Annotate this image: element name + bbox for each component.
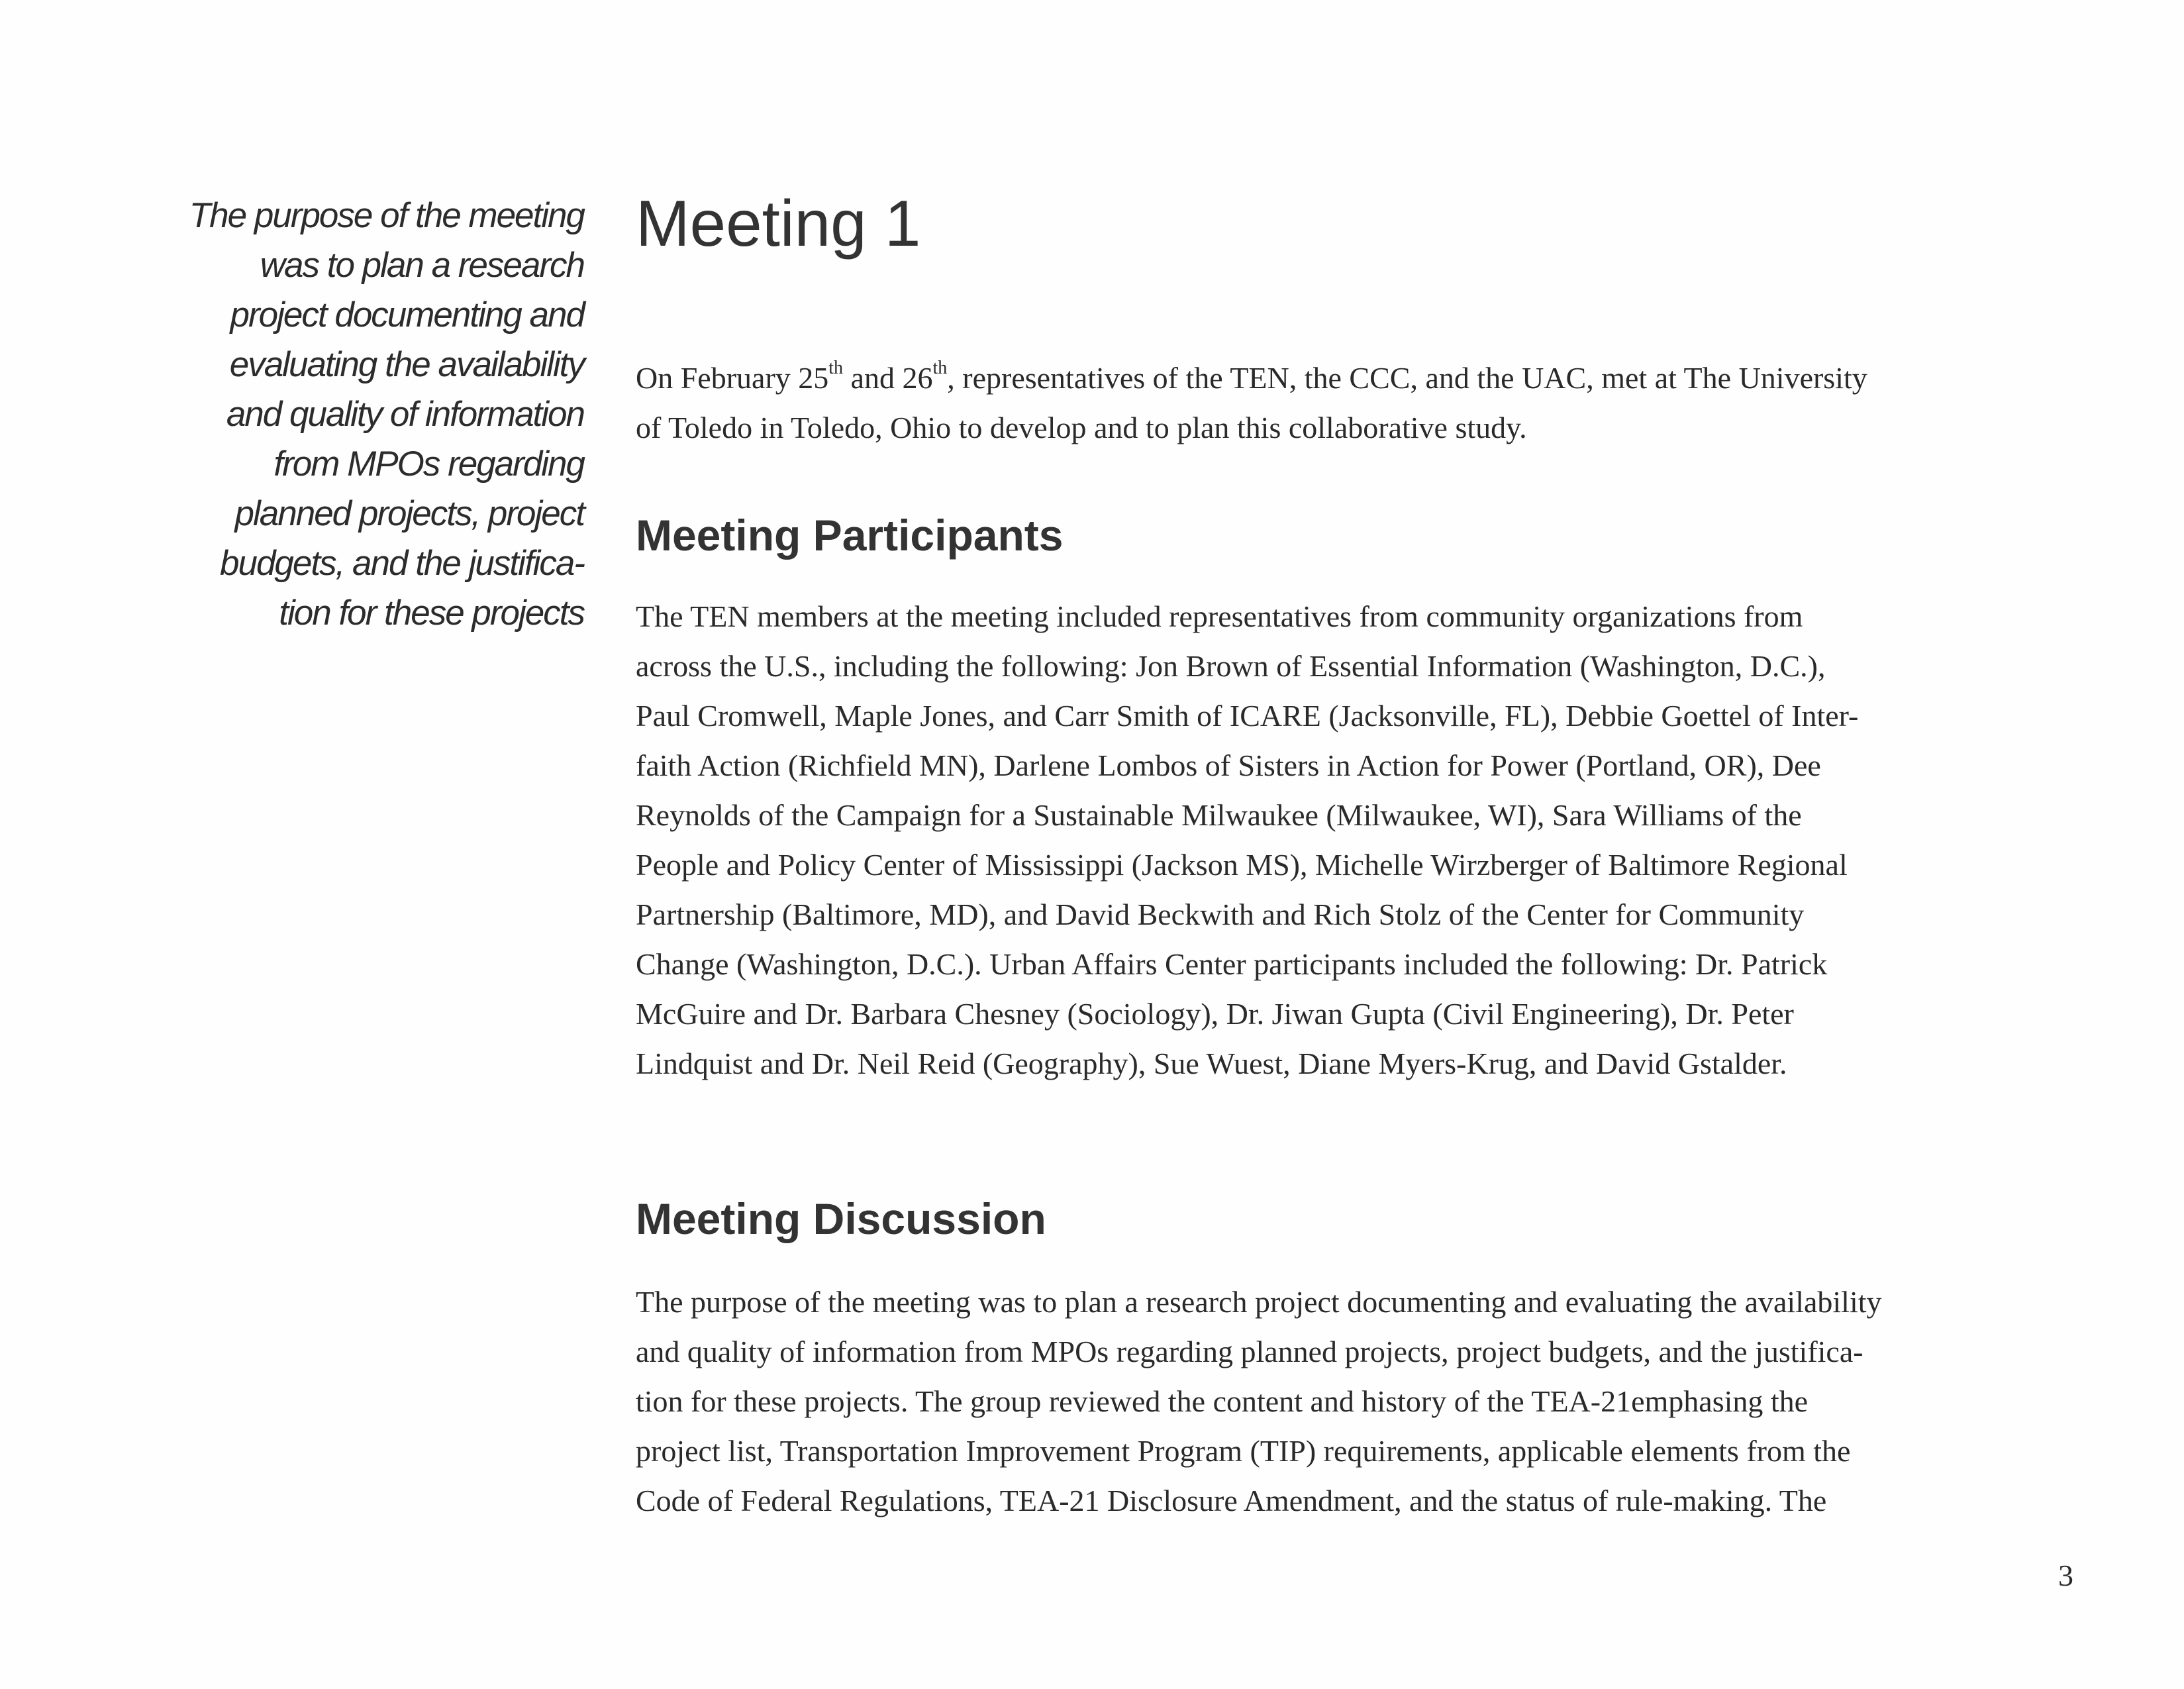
pull-quote-line: project documenting and — [230, 295, 584, 334]
sidebar-pull-quote — [152, 191, 584, 638]
intro-paragraph — [636, 353, 1867, 452]
paragraph-line: The TEN members at the meeting included representatives from community organizations from — [636, 599, 1803, 633]
participants-paragraph — [636, 591, 1858, 1088]
pull-quote-line: The purpose of the meeting — [189, 196, 584, 235]
pull-quote-line: and quality of information — [226, 395, 584, 434]
intro-line-2: of Toledo in Toledo, Ohio to develop and to plan this collaborative study. — [636, 411, 1527, 444]
paragraph-line: across the U.S., including the following: Jon Brown of Essential Information (Washington, D.C.), — [636, 649, 1826, 683]
participants-heading: Meeting Participants — [636, 511, 1064, 560]
paragraph-line: McGuire and Dr. Barbara Chesney (Sociology), Dr. Jiwan Gupta (Civil Engineering), Dr. Peter — [636, 997, 1794, 1031]
paragraph-line: Reynolds of the Campaign for a Sustainable Milwaukee (Milwaukee, WI), Sara Williams of the — [636, 798, 1802, 832]
pull-quote-line: tion for these projects — [279, 593, 584, 633]
paragraph-line: Change (Washington, D.C.). Urban Affairs Center participants included the following: Dr. Patrick — [636, 947, 1828, 981]
pull-quote-line: budgets, and the justifica- — [220, 544, 584, 583]
paragraph-line: The purpose of the meeting was to plan a research project documenting and evaluating the availability — [636, 1285, 1882, 1319]
pull-quote-line: evaluating the availability — [229, 345, 584, 384]
paragraph-line: project list, Transportation Improvement Program (TIP) requirements, applicable elements from the — [636, 1434, 1851, 1468]
paragraph-line: and quality of information from MPOs regarding planned projects, project budgets, and the justifica- — [636, 1335, 1863, 1368]
paragraph-line: faith Action (Richfield MN), Darlene Lombos of Sisters in Action for Power (Portland, OR), Dee — [636, 748, 1821, 782]
paragraph-line: Paul Cromwell, Maple Jones, and Carr Smith of ICARE (Jacksonville, FL), Debbie Goettel of Inter- — [636, 699, 1859, 733]
paragraph-line: People and Policy Center of Mississippi (Jackson MS), Michelle Wirzberger of Baltimore Regional — [636, 848, 1848, 882]
discussion-paragraph — [636, 1277, 1882, 1525]
paragraph-line: Lindquist and Dr. Neil Reid (Geography), Sue Wuest, Diane Myers-Krug, and David Gstalder. — [636, 1047, 1787, 1080]
paragraph-line: Code of Federal Regulations, TEA-21 Disclosure Amendment, and the status of rule-making. The — [636, 1484, 1827, 1517]
intro-line-1: On February 25th and 26th, representatives of the TEN, the CCC, and the UAC, met at The University — [636, 357, 1867, 395]
page-number: 3 — [2058, 1559, 2073, 1592]
pull-quote-line: planned projects, project — [234, 494, 584, 533]
page-title: Meeting 1 — [636, 187, 921, 260]
discussion-heading: Meeting Discussion — [636, 1194, 1046, 1243]
paragraph-line: tion for these projects. The group reviewed the content and history of the TEA-21emphasing the — [636, 1384, 1809, 1418]
pull-quote-line: from MPOs regarding — [273, 444, 584, 484]
paragraph-line: Partnership (Baltimore, MD), and David Beckwith and Rich Stolz of the Center for Community — [636, 897, 1805, 931]
pull-quote-line: was to plan a research — [260, 246, 584, 285]
